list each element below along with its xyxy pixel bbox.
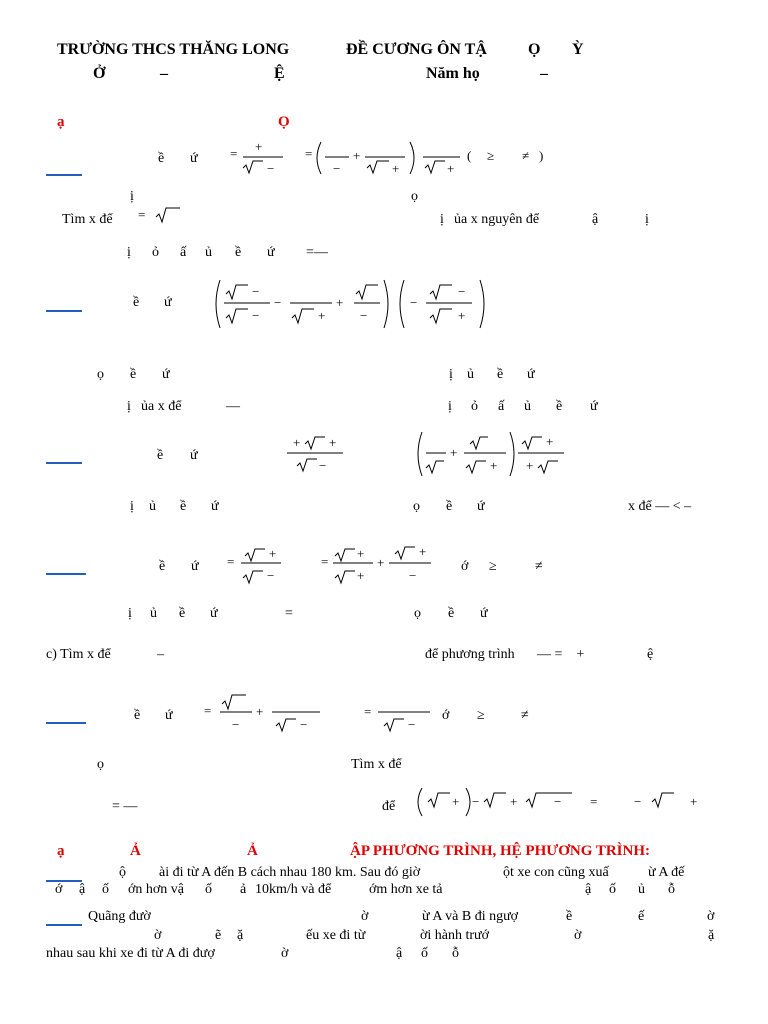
text-fragment: ề: [134, 708, 141, 723]
equation-label: để phương trình: [425, 647, 515, 662]
svg-text:−: −: [360, 308, 368, 323]
text-fragment: ị: [440, 212, 444, 227]
text-fragment: ờ: [154, 928, 162, 943]
text-fragment: ứ: [190, 448, 198, 463]
text-fragment: ề: [446, 499, 453, 514]
text-fragment: ứ: [164, 295, 172, 310]
title-fragment: Ỳ: [572, 41, 584, 58]
svg-text:−: −: [409, 568, 417, 583]
word-problem-text: ừ A và B đi ngượ: [422, 909, 519, 924]
text-fragment: ị: [130, 499, 134, 514]
text-fragment: ị: [127, 245, 131, 260]
svg-text:+: +: [293, 435, 301, 450]
formula-G: [414, 786, 704, 825]
text-fragment: ị: [449, 367, 453, 382]
svg-text:−: −: [267, 161, 275, 176]
svg-text:): ): [539, 148, 544, 163]
text-fragment: ủ: [467, 367, 474, 382]
svg-text:=: =: [230, 146, 238, 161]
svg-text:+: +: [490, 458, 498, 473]
svg-text:−: −: [333, 161, 341, 176]
school-year-label: Năm họ: [426, 65, 480, 82]
text-fragment: ấ: [498, 399, 505, 414]
svg-text:−: −: [252, 308, 260, 323]
text-fragment: ệ: [647, 647, 654, 662]
formula-E: [225, 540, 435, 591]
text-fragment: ề: [133, 295, 140, 310]
text-fragment: ọ: [413, 499, 420, 514]
section-title: ẬP PHƯƠNG TRÌNH, HỆ PHƯƠNG TRÌNH:: [350, 843, 651, 859]
section-marker: Ọ: [278, 114, 290, 130]
text-fragment: ủ: [149, 499, 156, 514]
document-title: ĐỀ CƯƠNG ÔN TẬ: [346, 41, 487, 58]
text-fragment: ậ: [396, 946, 403, 961]
equals-dash: =—: [306, 245, 328, 260]
word-problem-text: Quãng đườ: [88, 909, 151, 924]
svg-text:+: +: [336, 295, 344, 310]
text-fragment: ố: [421, 946, 428, 961]
svg-text:+: +: [357, 546, 365, 561]
text-fragment: ứ: [477, 499, 485, 514]
text-fragment: ≥: [477, 708, 485, 723]
text-fragment: ố: [609, 882, 616, 897]
svg-text:=: =: [590, 794, 598, 809]
text-fragment: ủ: [205, 245, 212, 260]
text-fragment: ≥: [489, 559, 497, 574]
svg-text:−: −: [458, 284, 466, 299]
text-fragment: ỏ: [152, 245, 159, 260]
text-fragment: ậ: [585, 882, 592, 897]
equation-text: — = +: [537, 647, 585, 662]
svg-text:−: −: [554, 794, 562, 809]
text-fragment: ủa x để: [141, 399, 182, 414]
svg-text:−: −: [408, 717, 416, 732]
svg-text:+: +: [452, 794, 460, 809]
text-fragment: ề: [448, 606, 455, 621]
svg-text:+: +: [450, 445, 458, 460]
text-fragment: ấ: [180, 245, 187, 260]
text-fragment: ủ: [150, 606, 157, 621]
svg-text:=: =: [227, 554, 235, 569]
part-c-text: c) Tìm x để: [46, 647, 111, 662]
text-fragment: ứ: [191, 559, 199, 574]
text-fragment: ố: [205, 882, 212, 897]
text-fragment: ờ: [361, 909, 369, 924]
text-fragment: ề: [179, 606, 186, 621]
svg-text:−: −: [300, 717, 308, 732]
problem-number-underline: [46, 722, 86, 724]
section-fragment: Ả: [247, 843, 258, 859]
text-fragment: ứ: [527, 367, 535, 382]
text-fragment: ứ: [211, 499, 219, 514]
problem-number-underline: [46, 462, 82, 464]
text-fragment: ề: [556, 399, 563, 414]
svg-text:+: +: [255, 139, 263, 154]
text-fragment: ề: [130, 367, 137, 382]
svg-text:+: +: [458, 308, 466, 323]
svg-text:+: +: [526, 458, 534, 473]
text-fragment: ≠: [535, 559, 543, 574]
text-fragment: ề: [157, 448, 164, 463]
find-x-text: Tìm x để: [351, 757, 402, 772]
formula-D: [414, 428, 574, 485]
text-fragment: ứ: [165, 708, 173, 723]
text-fragment: ứ: [210, 606, 218, 621]
svg-text:+: +: [318, 308, 326, 323]
svg-text:=: =: [321, 554, 329, 569]
word-problem-text: ài đi từ A đến B cách nhau 180 km. Sau đó giờ: [159, 865, 421, 880]
svg-text:−: −: [274, 295, 282, 310]
text-fragment: ỗ: [668, 882, 675, 897]
word-problem-text: ớm hơn xe tả: [369, 882, 443, 897]
svg-text:+: +: [256, 704, 264, 719]
text-fragment: ỏ: [471, 399, 478, 414]
problem-number-underline: [46, 310, 82, 312]
word-problem-text: ừ A đế: [648, 865, 685, 880]
header-dash: –: [160, 65, 168, 82]
find-x-text: Tìm x để: [62, 212, 113, 227]
text-fragment: ớ: [461, 559, 469, 574]
text-fragment: ờ: [281, 946, 289, 961]
text-fragment: ặ: [708, 928, 715, 943]
problem-number-underline: [46, 573, 86, 575]
text-fragment: ọ: [97, 757, 104, 772]
text-fragment: ứ: [590, 399, 598, 414]
section-marker: ạ: [57, 114, 65, 130]
text-fragment: ớ: [442, 708, 450, 723]
svg-text:=: =: [305, 146, 313, 161]
formula-F: [200, 688, 440, 743]
title-fragment: Ọ: [528, 41, 541, 58]
text-fragment: ề: [180, 499, 187, 514]
text-fragment: ộ: [119, 865, 126, 880]
text-fragment: ờ: [707, 909, 715, 924]
text-fragment: ậ: [592, 212, 599, 227]
text-fragment: ủ: [524, 399, 531, 414]
svg-text:+: +: [269, 546, 277, 561]
text-fragment: ị: [130, 189, 134, 204]
svg-text:−: −: [472, 794, 480, 809]
dash: —: [226, 399, 240, 414]
text-fragment: ứ: [267, 245, 275, 260]
svg-text:−: −: [319, 458, 327, 473]
formula-B: [212, 276, 497, 337]
school-name: TRƯỜNG THCS THĂNG LONG: [57, 41, 290, 58]
svg-text:+: +: [377, 555, 385, 570]
svg-text:+: +: [353, 148, 361, 163]
text-fragment: để: [382, 799, 396, 814]
text-fragment: ứ: [480, 606, 488, 621]
text-fragment: ặ: [237, 928, 244, 943]
text-fragment: ị: [645, 212, 649, 227]
section-fragment: Ả: [130, 843, 141, 859]
svg-text:≠: ≠: [522, 148, 530, 163]
text-fragment: ố: [102, 882, 109, 897]
formula-equation: [128, 203, 188, 232]
text-fragment: ờ: [574, 928, 582, 943]
text-fragment: ứ: [190, 151, 198, 166]
text-fragment: ề: [566, 909, 573, 924]
text-fragment: ớ: [55, 882, 63, 897]
svg-text:−: −: [267, 568, 275, 583]
header-fragment: Ở: [93, 65, 106, 82]
text-fragment: ề: [497, 367, 504, 382]
svg-text:+: +: [690, 794, 698, 809]
text-fragment: ọ: [411, 189, 418, 204]
condition-text: x để — < –: [628, 499, 692, 514]
svg-text:+: +: [392, 161, 400, 176]
svg-text:+: +: [329, 435, 337, 450]
svg-text:+: +: [419, 544, 427, 559]
text-fragment: ọ: [97, 367, 104, 382]
svg-text:−: −: [232, 717, 240, 732]
text-fragment: ≠: [521, 708, 529, 723]
svg-text:−: −: [634, 794, 642, 809]
problem-number-underline: [46, 924, 82, 926]
svg-text:+: +: [447, 161, 455, 176]
svg-text:−: −: [410, 295, 418, 310]
text-fragment: ủa x nguyên để: [454, 212, 540, 227]
svg-text:=: =: [138, 207, 146, 222]
text-fragment: ả: [240, 882, 247, 897]
text-fragment: ứ: [162, 367, 170, 382]
word-problem-text: ếu xe đi từ: [306, 928, 366, 943]
text-fragment: ọ: [414, 606, 421, 621]
text-fragment: ẽ: [215, 928, 222, 943]
text-fragment: ị: [128, 606, 132, 621]
svg-text:−: −: [252, 284, 260, 299]
formula-A: [225, 138, 565, 189]
text-fragment: ậ: [79, 882, 86, 897]
equals-dash: = —: [112, 799, 138, 814]
header-fragment: Ệ: [274, 65, 285, 82]
text-fragment: ị: [448, 399, 452, 414]
problem-number-underline: [46, 174, 82, 176]
svg-text:=: =: [364, 704, 372, 719]
text-fragment: ủ: [638, 882, 645, 897]
text-fragment: ị: [127, 399, 131, 414]
problem-number-underline: [46, 880, 82, 882]
svg-text:+: +: [546, 434, 554, 449]
word-problem-text: 10km/h và để: [255, 882, 332, 897]
text-fragment: ề: [159, 559, 166, 574]
section-marker: ạ: [57, 843, 65, 859]
word-problem-text: nhau sau khi xe đi từ A đi đượ: [46, 946, 215, 961]
word-problem-text: ời hành trướ: [420, 928, 490, 943]
header-dash: –: [540, 65, 548, 82]
text-fragment: ỗ: [452, 946, 459, 961]
word-problem-text: ột xe con cũng xuấ: [503, 865, 609, 880]
svg-text:(: (: [467, 148, 472, 163]
svg-text:=: =: [204, 703, 212, 718]
word-problem-text: ớn hơn vậ: [128, 882, 185, 897]
svg-text:≥: ≥: [487, 148, 495, 163]
text-fragment: ế: [638, 909, 645, 924]
dash: –: [157, 647, 164, 662]
svg-text:+: +: [510, 794, 518, 809]
formula-C: [285, 432, 345, 481]
equals-sign: =: [285, 606, 293, 621]
text-fragment: ề: [235, 245, 242, 260]
text-fragment: ề: [158, 151, 165, 166]
svg-text:+: +: [357, 568, 365, 583]
